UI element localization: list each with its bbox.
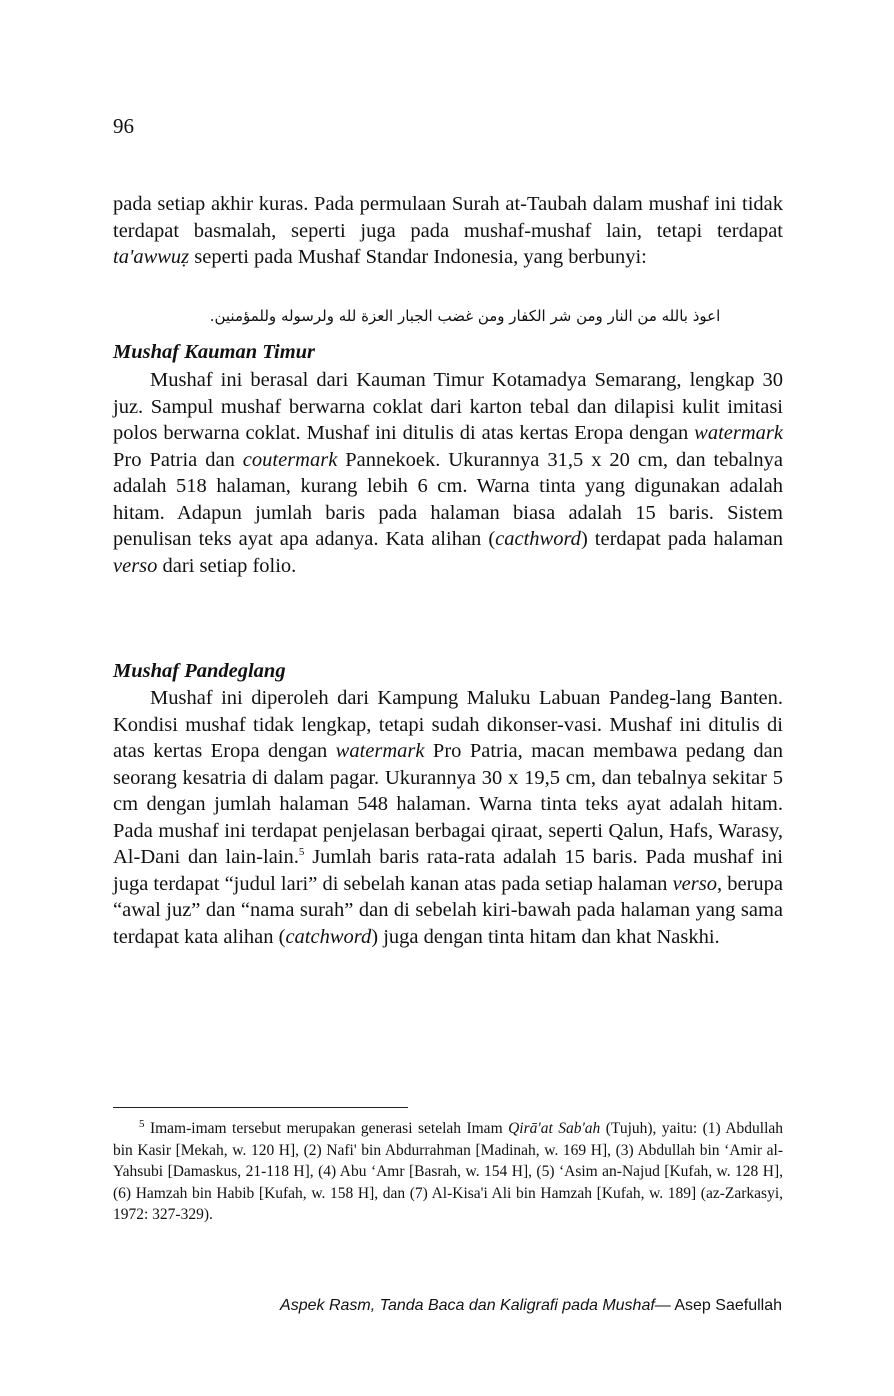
italic-term: cacthword [495, 528, 581, 550]
italic-term: catchword [285, 925, 372, 948]
section-heading-kauman-timur: Mushaf Kauman Timur [113, 341, 316, 363]
text-run: Pro Patria, macan membawa pedang dan seorang kesatria di dalam pagar. Ukurannya 30 x 19,5 cm, dan tebalnya sekitar 5 cm dengan jumlah halaman 548 halaman. Warna tinta teks ayat adalah hitam. Pada mushaf ini terdapat penjelasan berbagai qiraat, seperti Qalun, Hafs, Warasy, Al-Dani dan lain-lain. [113, 740, 784, 868]
footer-title: Aspek Rasm, Tanda Baca dan Kaligrafi pada Mushaf [280, 1297, 655, 1314]
italic-term: Qirā'at Sab'ah [508, 1120, 601, 1137]
footnote-reference: 5 [298, 846, 305, 859]
italic-term: watermark [694, 422, 783, 444]
intro-text-b: seperti pada Mushaf Standar Indonesia, yang berbunyi: [189, 246, 647, 268]
intro-italic-term: ta'awwuẓ [113, 246, 190, 268]
text-run: Pro Patria dan [113, 448, 243, 471]
italic-term: verso [113, 554, 158, 577]
footnote [113, 1118, 783, 1226]
italic-term: coutermark [242, 448, 338, 471]
intro-text-a: pada setiap akhir kuras. Pada permulaan Surah at-Taubah dalam mushaf ini tidak terdapat basmalah, seperti juga pada mushaf-mushaf lain, tetapi terdapat [113, 193, 783, 242]
footer-author: Asep Saefullah [670, 1297, 782, 1314]
italic-term: verso [672, 872, 717, 895]
italic-term: watermark [335, 740, 425, 762]
text-run: (Tujuh), yaitu: (1) Abdullah bin Kasir [Mekah, w. 120 H], (2) Nafi' bin Abdurrahman [Madinah, w. 169 H], (3) Abdullah bin ‘Amir al-Yahsubi [Damaskus, 21-118 H], (4) Abu ‘Amr [Basrah, w. 154 H], (5) ‘Asim an-Najud [Kufah, w. 128 H], (6) Hamzah bin Habib [Kufah, w. 158 H], dan (7) Al-Kisa'i Ali bin Hamzah [Kufah, w. 189] (az-Zarkasyi, 1972: 327-329). [113, 1120, 784, 1223]
text-run: , berupa “awal juz” dan “nama surah” dan di sebelah kiri-bawah pada halaman yang sama terdapat kata alihan ( [113, 872, 783, 948]
text-run: Imam-imam tersebut merupakan generasi setelah Imam [144, 1120, 509, 1137]
text-run: Pannekoek. Ukurannya 31,5 x 20 cm, dan tebalnya adalah 518 halaman, kurang lebih 6 cm. Warna tinta yang digunakan adalah hitam. Adapun jumlah baris pada halaman biasa adalah 15 baris. Sistem penulisan teks ayat apa adanya. Kata alihan ( [113, 448, 783, 550]
text-run: ) juga dengan tinta hitam dan khat Naskhi. [371, 925, 720, 948]
arabic-taawwuz-line: اعوذ بالله من النار ومن شر الكفار ومن غضب الجبار العزة لله ولرسوله وللمؤمنين. [209, 307, 721, 325]
text-run: ) terdapat pada halaman [580, 528, 783, 550]
footer-separator: — [654, 1297, 671, 1314]
text-run: dari setiap folio. [157, 554, 297, 577]
page-number: 96 [113, 114, 134, 138]
footnote-body [113, 1117, 784, 1223]
footnote-marker: 5 [139, 1117, 145, 1130]
running-footer [280, 1297, 782, 1315]
text-run: Mushaf ini berasal dari Kauman Timur Kotamadya Semarang, lengkap 30 juz. Sampul mushaf berwarna coklat dari karton tebal dan dilapisi kulit imitasi polos berwarna coklat. Mushaf ini ditulis di atas kertas Eropa dengan [113, 369, 783, 444]
section-paragraph-pandeglang [113, 685, 783, 950]
section-paragraph-kauman-timur [113, 367, 783, 579]
text-run: Mushaf ini diperoleh dari Kampung Maluku Labuan Pandeg-lang Banten. Kondisi mushaf tidak lengkap, tetapi sudah dikonser-vasi. Mushaf ini ditulis di atas kertas Eropa dengan [113, 687, 783, 762]
section-heading-pandeglang: Mushaf Pandeglang [113, 660, 286, 682]
footnote-divider [113, 1107, 408, 1108]
intro-paragraph [113, 191, 783, 271]
text-run: Jumlah baris rata-rata adalah 15 baris. Pada mushaf ini juga terdapat “judul lari” di sebelah kanan atas pada setiap halaman [113, 846, 783, 895]
